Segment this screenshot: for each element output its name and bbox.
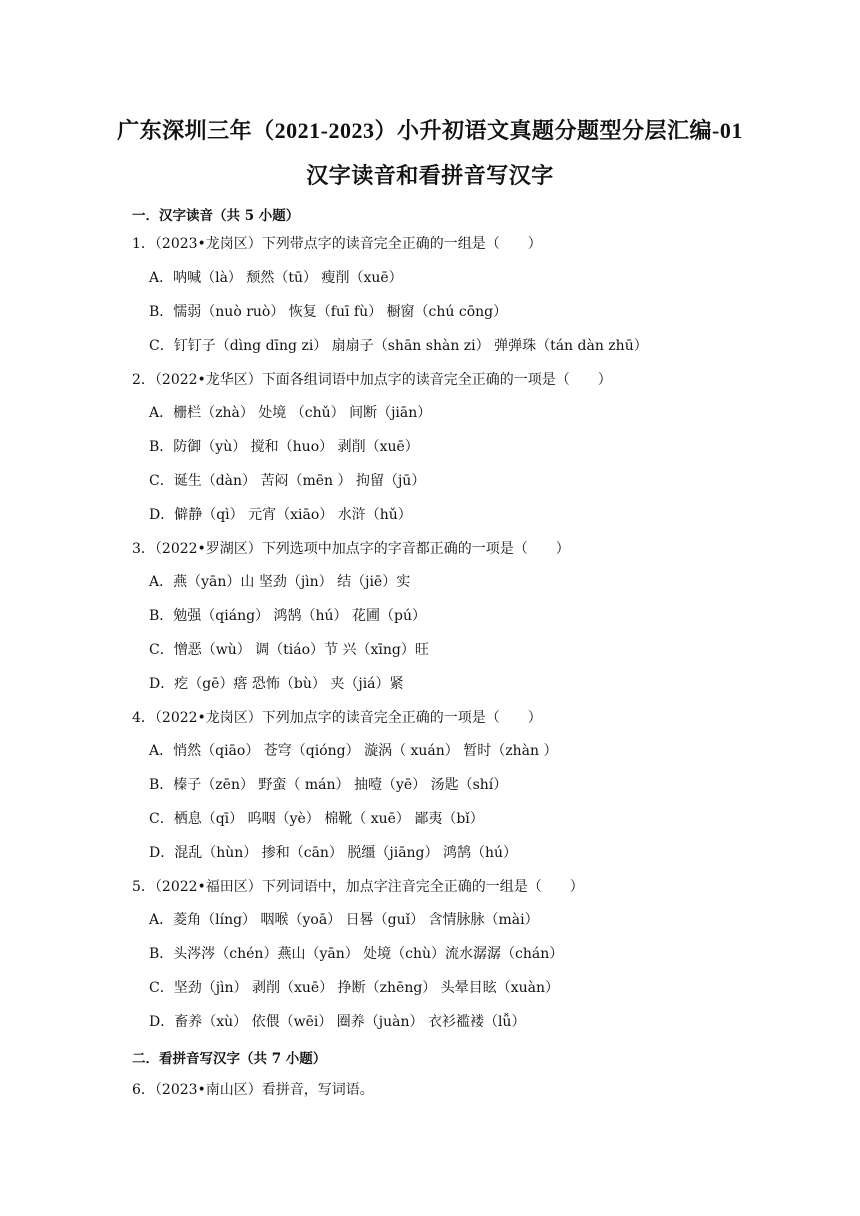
question-2-option-b: B．防御（yù） 搅和（huo） 剥削（xuē）	[149, 439, 419, 455]
question-2-stem: 2．（2022•龙华区）下面各组词语中加点字的读音完全正确的一项是（ ）	[132, 372, 612, 388]
question-5-option-b: B．头涔涔（chén）燕山（yān） 处境（chù）流水潺潺（chán）	[149, 946, 564, 962]
section-heading-pronunciation: 一．汉字读音（共 5 小题）	[132, 208, 300, 224]
question-1-option-b: B．懦弱（nuò ruò） 恢复（fuī fù） 橱窗（chú cōng）	[149, 304, 508, 320]
question-6-stem: 6．（2023•南山区）看拼音，写词语。	[132, 1082, 374, 1098]
question-3-stem: 3．（2022•罗湖区）下列选项中加点字的字音都正确的一项是（ ）	[132, 541, 570, 557]
question-4-option-b: B．榛子（zēn） 野蛮（ mán） 抽噎（yē） 汤匙（shí）	[149, 777, 508, 793]
question-5-option-c: C．坚劲（jìn） 剥削（xuē） 挣断（zhēng） 头晕目眩（xuàn）	[149, 980, 560, 996]
question-1-stem: 1．（2023•龙岗区）下列带点字的读音完全正确的一组是（ ）	[132, 236, 542, 252]
question-5-option-a: A．菱角（líng） 咽喉（yoā） 日晷（guǐ） 含情脉脉（mài）	[149, 912, 539, 928]
question-3-option-a: A．燕（yān）山 坚劲（jìn） 结（jiē）实	[149, 574, 411, 590]
question-3-option-c: C．憎恶（wù） 调（tiáo）节 兴（xīng）旺	[149, 642, 429, 658]
question-5-stem: 5．（2022•福田区）下列词语中，加点字注音完全正确的一组是（ ）	[132, 879, 584, 895]
section-heading-pinyin: 二．看拼音写汉字（共 7 小题）	[132, 1051, 327, 1067]
document-subtitle: 汉字读音和看拼音写汉字	[306, 163, 554, 188]
question-1-option-a: A．呐喊（là） 颓然（tū） 瘦削（xuē）	[149, 270, 403, 286]
question-5-option-d: D．畜养（xù） 依偎（wēi） 圈养（juàn） 衣衫褴褛（lǚ）	[149, 1014, 526, 1030]
question-4-option-a: A．悄然（qiāo） 苍穹（qióng） 漩涡（ xuán） 暂时（zhàn ）	[149, 743, 558, 759]
question-3-option-d: D．疙（gē）瘩 恐怖（bù） 夹（jiá）紧	[149, 676, 404, 692]
question-2-option-a: A．栅栏（zhà） 处境 （chǔ） 间断（jiān）	[149, 405, 432, 421]
question-1-option-c: C．钉钉子（dìng dīng zi） 扇扇子（shān shàn zi） 弹弹珠（tán dàn zhū）	[149, 338, 648, 354]
question-3-option-b: B．勉强（qiáng） 鸿鹄（hú） 花圃（pú）	[149, 608, 426, 624]
question-4-option-d: D．混乱（hùn） 掺和（cān） 脱缰（jiāng） 鸿鹄（hú）	[149, 845, 518, 861]
question-2-option-d: D．僻静（qì） 元宵（xiāo） 水浒（hǔ）	[149, 507, 412, 523]
document-title: 广东深圳三年（2021-2023）小升初语文真题分题型分层汇编-01	[117, 118, 743, 143]
question-4-option-c: C．栖息（qī） 呜咽（yè） 棉靴（ xuē） 鄙夷（bǐ）	[149, 811, 484, 827]
question-4-stem: 4．（2022•龙岗区）下列加点字的读音完全正确的一项是（ ）	[132, 710, 542, 726]
question-2-option-c: C．诞生（dàn） 苦闷（mēn ） 拘留（jū）	[149, 473, 426, 489]
